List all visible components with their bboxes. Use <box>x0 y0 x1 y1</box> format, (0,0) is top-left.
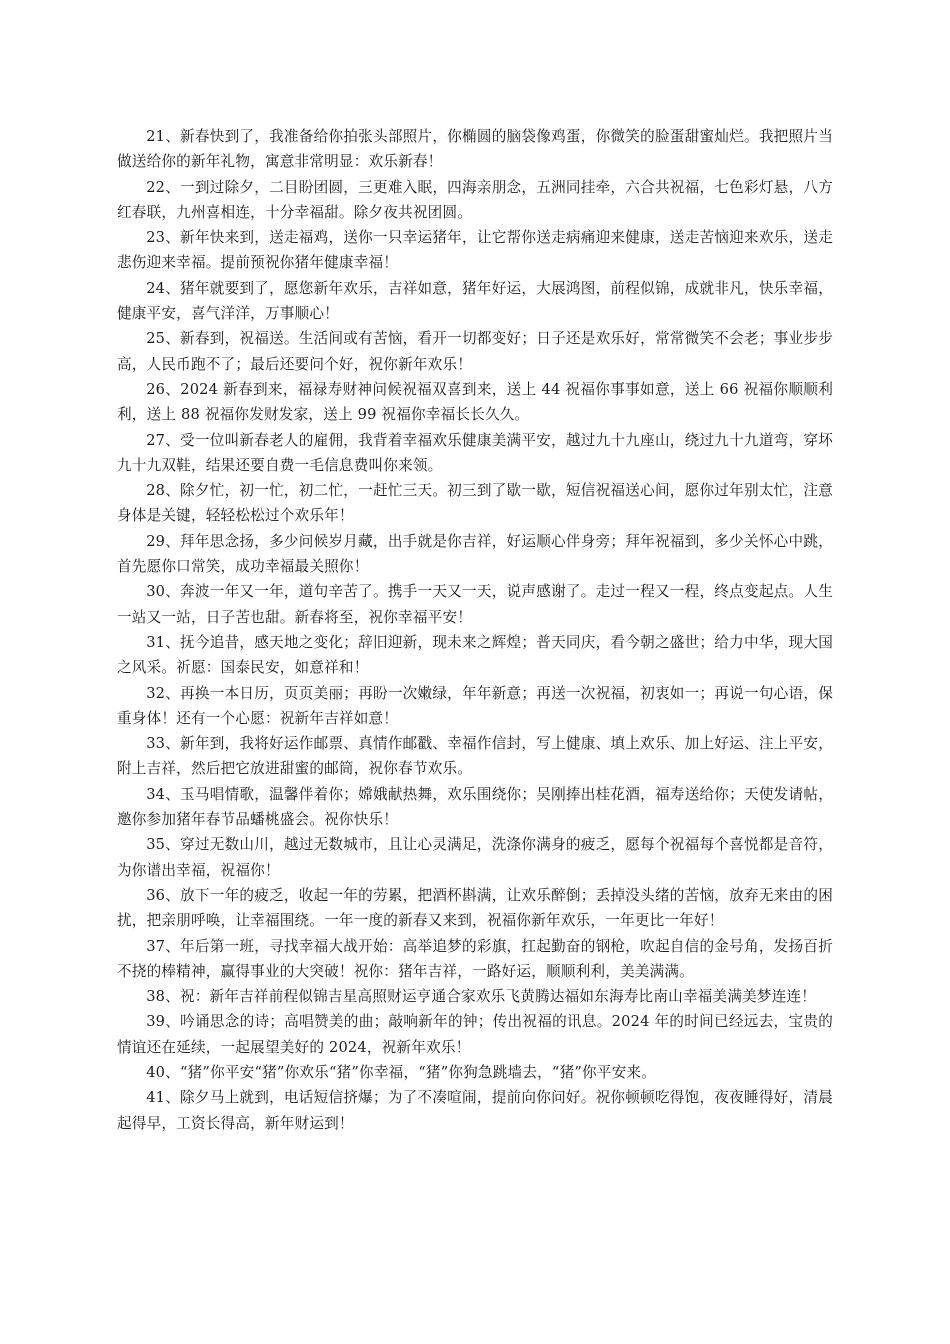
document-body <box>117 124 833 1136</box>
paragraph-22: 22、一到过除夕，二目盼团圆，三更难入眠，四海亲朋念，五洲同挂牵，六合共祝福，七色彩灯悬，八方红春联，九州喜相连，十分幸福甜。除夕夜共祝团圆。 <box>117 178 833 221</box>
paragraph-23: 23、新年快来到，送走福鸡，送你一只幸运猪年，让它帮你送走病痛迎来健康，送走苦恼迎来欢乐，送走悲伤迎来幸福。提前预祝你猪年健康幸福！ <box>117 229 833 272</box>
paragraph-25: 25、新春到，祝福送。生活间或有苦恼，看开一切都变好；日子还是欢乐好，常常微笑不会老；事业步步高，人民币跑不了；最后还要问个好，祝你新年欢乐！ <box>117 330 833 373</box>
paragraph-40: 40、“猪”你平安“猪”你欢乐“猪”你幸福，“猪”你狗急跳墙去，“猪”你平安来。 <box>146 1063 656 1081</box>
paragraph-31: 31、抚今追昔，感天地之变化；辞旧迎新，现未来之辉煌；普天同庆，看今朝之盛世；给力中华，现大国之风采。祈愿：国泰民安，如意祥和！ <box>117 633 833 677</box>
paragraph-24: 24、猪年就要到了，愿您新年欢乐，吉祥如意，猪年好运，大展鸿图，前程似锦，成就非凡，快乐幸福，健康平安，喜气洋洋，万事顺心！ <box>117 279 833 323</box>
paragraph-35: 35、穿过无数山川，越过无数城市，且让心灵满足，洗涤你满身的疲乏，愿每个祝福每个喜悦都是音符，为你谱出幸福，祝福你！ <box>117 836 833 879</box>
paragraph-36: 36、放下一年的疲乏，收起一年的劳累，把酒杯斟满，让欢乐醉倒；丢掉没头绪的苦恼，放弃无来由的困扰，把亲朋呼唤，让幸福围绕。一年一度的新春又来到，祝福你新年欢乐，一年更比一年好！ <box>117 886 833 930</box>
paragraph-39: 39、吟诵思念的诗；高唱赞美的曲；敲响新年的钟；传出祝福的讯息。2024 年的时间已经远去，宝贵的情谊还在延续，一起展望美好的 2024，祝新年欢乐！ <box>117 1013 833 1056</box>
paragraph-26: 26、2024 新春到来，福禄寿财神问候祝福双喜到来，送上 44 祝福你事事如意，送上 66 祝福你顺顺利利，送上 88 祝福你发财发家，送上 99 祝福你幸福长长久久。 <box>117 380 833 424</box>
paragraph-29: 29、拜年思念扬，多少问候岁月藏，出手就是你吉祥，好运顺心伴身旁；拜年祝福到，多少关怀心中跳，首先愿你口常笑，成功幸福最关照你！ <box>117 532 833 576</box>
paragraph-21: 21、新春快到了，我准备给你拍张头部照片，你椭圆的脑袋像鸡蛋，你微笑的脸蛋甜蜜灿烂。我把照片当做送给你的新年礼物，寓意非常明显：欢乐新春！ <box>117 128 833 171</box>
paragraph-30: 30、奔波一年又一年，道句辛苦了。携手一天又一天，说声感谢了。走过一程又一程，终点变起点。人生一站又一站，日子苦也甜。新春将至，祝你幸福平安！ <box>117 583 833 626</box>
paragraph-41: 41、除夕马上就到，电话短信挤爆；为了不凑喧闹，提前向你问好。祝你顿顿吃得饱，夜夜睡得好，清晨起得早，工资长得高，新年财运到！ <box>117 1089 833 1132</box>
paragraph-27: 27、受一位叫新春老人的雇佣，我背着幸福欢乐健康美满平安，越过九十九座山，绕过九十九道弯，穿坏九十九双鞋，结果还要自费一毛信息费叫你来领。 <box>117 431 833 474</box>
paragraph-33: 33、新年到，我将好运作邮票、真情作邮戳、幸福作信封，写上健康、填上欢乐、加上好运、注上平安，附上吉祥，然后把它放进甜蜜的邮筒，祝你春节欢乐。 <box>117 735 833 778</box>
paragraph-37: 37、年后第一班，寻找幸福大战开始：高举追梦的彩旗，扛起勤奋的钢枪，吹起自信的金号角，发扬百折不挠的棒精神，赢得事业的大突破！祝你：猪年吉祥，一路好运，顺顺利利，美美满满。 <box>117 937 833 980</box>
paragraph-32: 32、再换一本日历，页页美丽；再盼一次嫩绿，年年新意；再送一次祝福，初衷如一；再说一句心语，保重身体！还有一个心愿：祝新年吉祥如意！ <box>117 684 833 727</box>
paragraph-34: 34、玉马唱情歌，温馨伴着你；嫦娥献热舞，欢乐围绕你；吴刚捧出桂花酒，福寿送给你；天使发请帖，邀你参加猪年春节品蟠桃盛会。祝你快乐！ <box>117 785 833 829</box>
paragraph-38: 38、祝：新年吉祥前程似锦吉星高照财运亨通合家欢乐飞黄腾达福如东海寿比南山幸福美满美梦连连！ <box>146 988 817 1006</box>
paragraph-28: 28、除夕忙，初一忙，初二忙，一赶忙三天。初三到了歇一歇，短信祝福送心间，愿你过年别太忙，注意身体是关键，轻轻松松过个欢乐年！ <box>117 482 833 525</box>
